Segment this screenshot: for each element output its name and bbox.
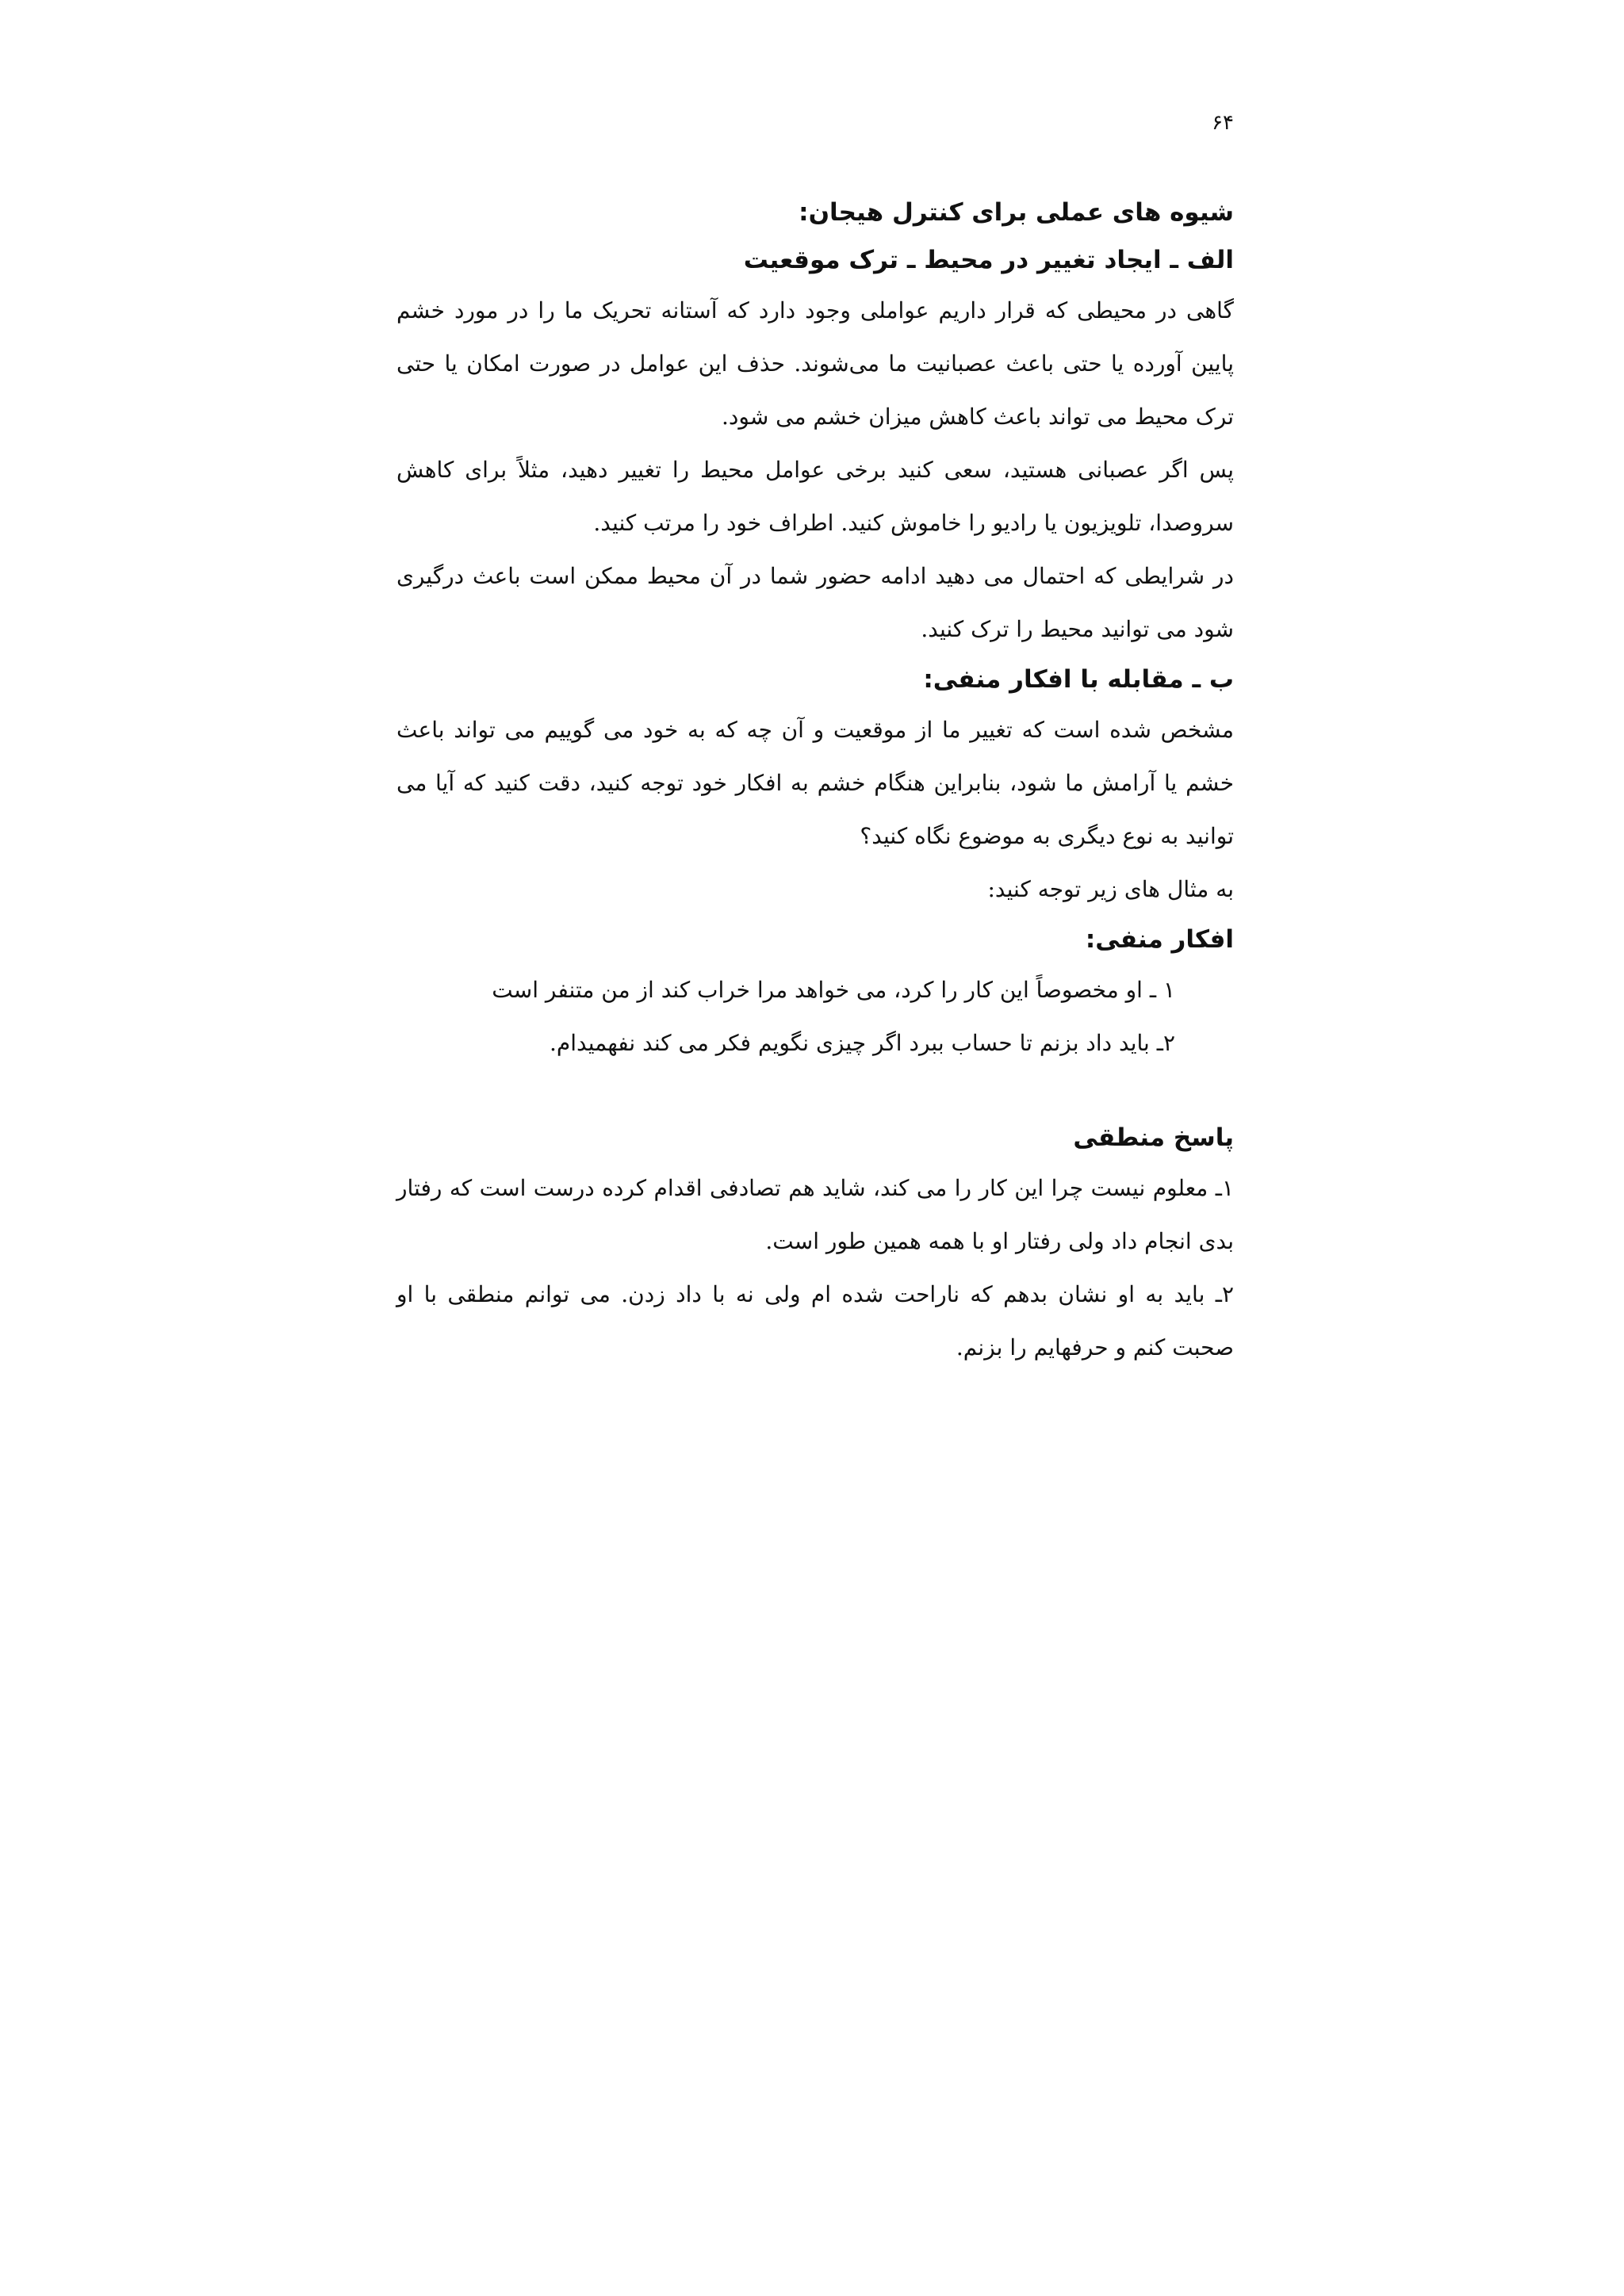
paragraph-a-3: در شرایطی که احتمال می دهید ادامه حضور شما در آن محیط ممکن است باعث درگیری شود می توانید محیط را ترک کنید. bbox=[396, 563, 1234, 642]
page-content bbox=[396, 189, 1234, 1374]
subsection-a-title: الف ـ ایجاد تغییر در محیط ـ ترک موقعیت bbox=[743, 246, 1234, 274]
paragraph-a-1: گاهی در محیطی که قرار داریم عواملی وجود دارد که آستانه تحریک ما را در مورد خشم پایین آورده یا حتی باعث عصبانیت ما می‌شوند. حذف این عوامل در صورت امکان یا حتی ترک محیط می تواند باعث کاهش میزان خشم می شود. bbox=[396, 297, 1234, 430]
paragraph-b-2: به مثال های زیر توجه کنید: bbox=[987, 876, 1234, 902]
section-title: شیوه های عملی برای کنترل هیجان: bbox=[799, 198, 1234, 227]
subsection-b-title: ب ـ مقابله با افکار منفی: bbox=[923, 665, 1234, 694]
logical-response-1: ۱ـ معلوم نیست چرا این کار را می کند، شاید هم تصادفی اقدام کرده درست است که رفتار بدی انجام داد ولی رفتار او با همه همین طور است. bbox=[396, 1175, 1234, 1254]
logical-response-2: ۲ـ باید به او نشان بدهم که ناراحت شده ام ولی نه با داد زدن. می توانم منطقی با او صحبت کنم و حرفهایم را بزنم. bbox=[396, 1281, 1234, 1360]
negative-thoughts-list bbox=[396, 963, 1234, 1070]
logical-response-title: پاسخ منطقی bbox=[1073, 1123, 1234, 1152]
page-number: ۶۴ bbox=[1212, 111, 1234, 135]
paragraph-b-1: مشخص شده است که تغییر ما از موقعیت و آن چه که به خود می گوییم می تواند باعث خشم یا آرامش ما شود، بنابراین هنگام خشم به افکار خود توجه کنید، دقت کنید که آیا می توانید به نوع دیگری به موضوع نگاه کنید؟ bbox=[396, 717, 1234, 849]
negative-thought-item: ۲ـ باید داد بزنم تا حساب ببرد اگر چیزی نگویم فکر می کند نفهمیدام. bbox=[550, 1030, 1175, 1056]
negative-thought-item: ۱ ـ او مخصوصاً این کار را کرد، می خواهد مرا خراب کند از من متنفر است bbox=[492, 977, 1175, 1003]
section-gap bbox=[396, 1070, 1234, 1114]
paragraph-a-2: پس اگر عصبانی هستید، سعی کنید برخی عوامل محیط را تغییر دهید، مثلاً برای کاهش سروصدا، تلویزیون یا رادیو را خاموش کنید. اطراف خود را مرتب کنید. bbox=[396, 457, 1234, 536]
negative-thoughts-title: افکار منفی: bbox=[1085, 925, 1234, 954]
